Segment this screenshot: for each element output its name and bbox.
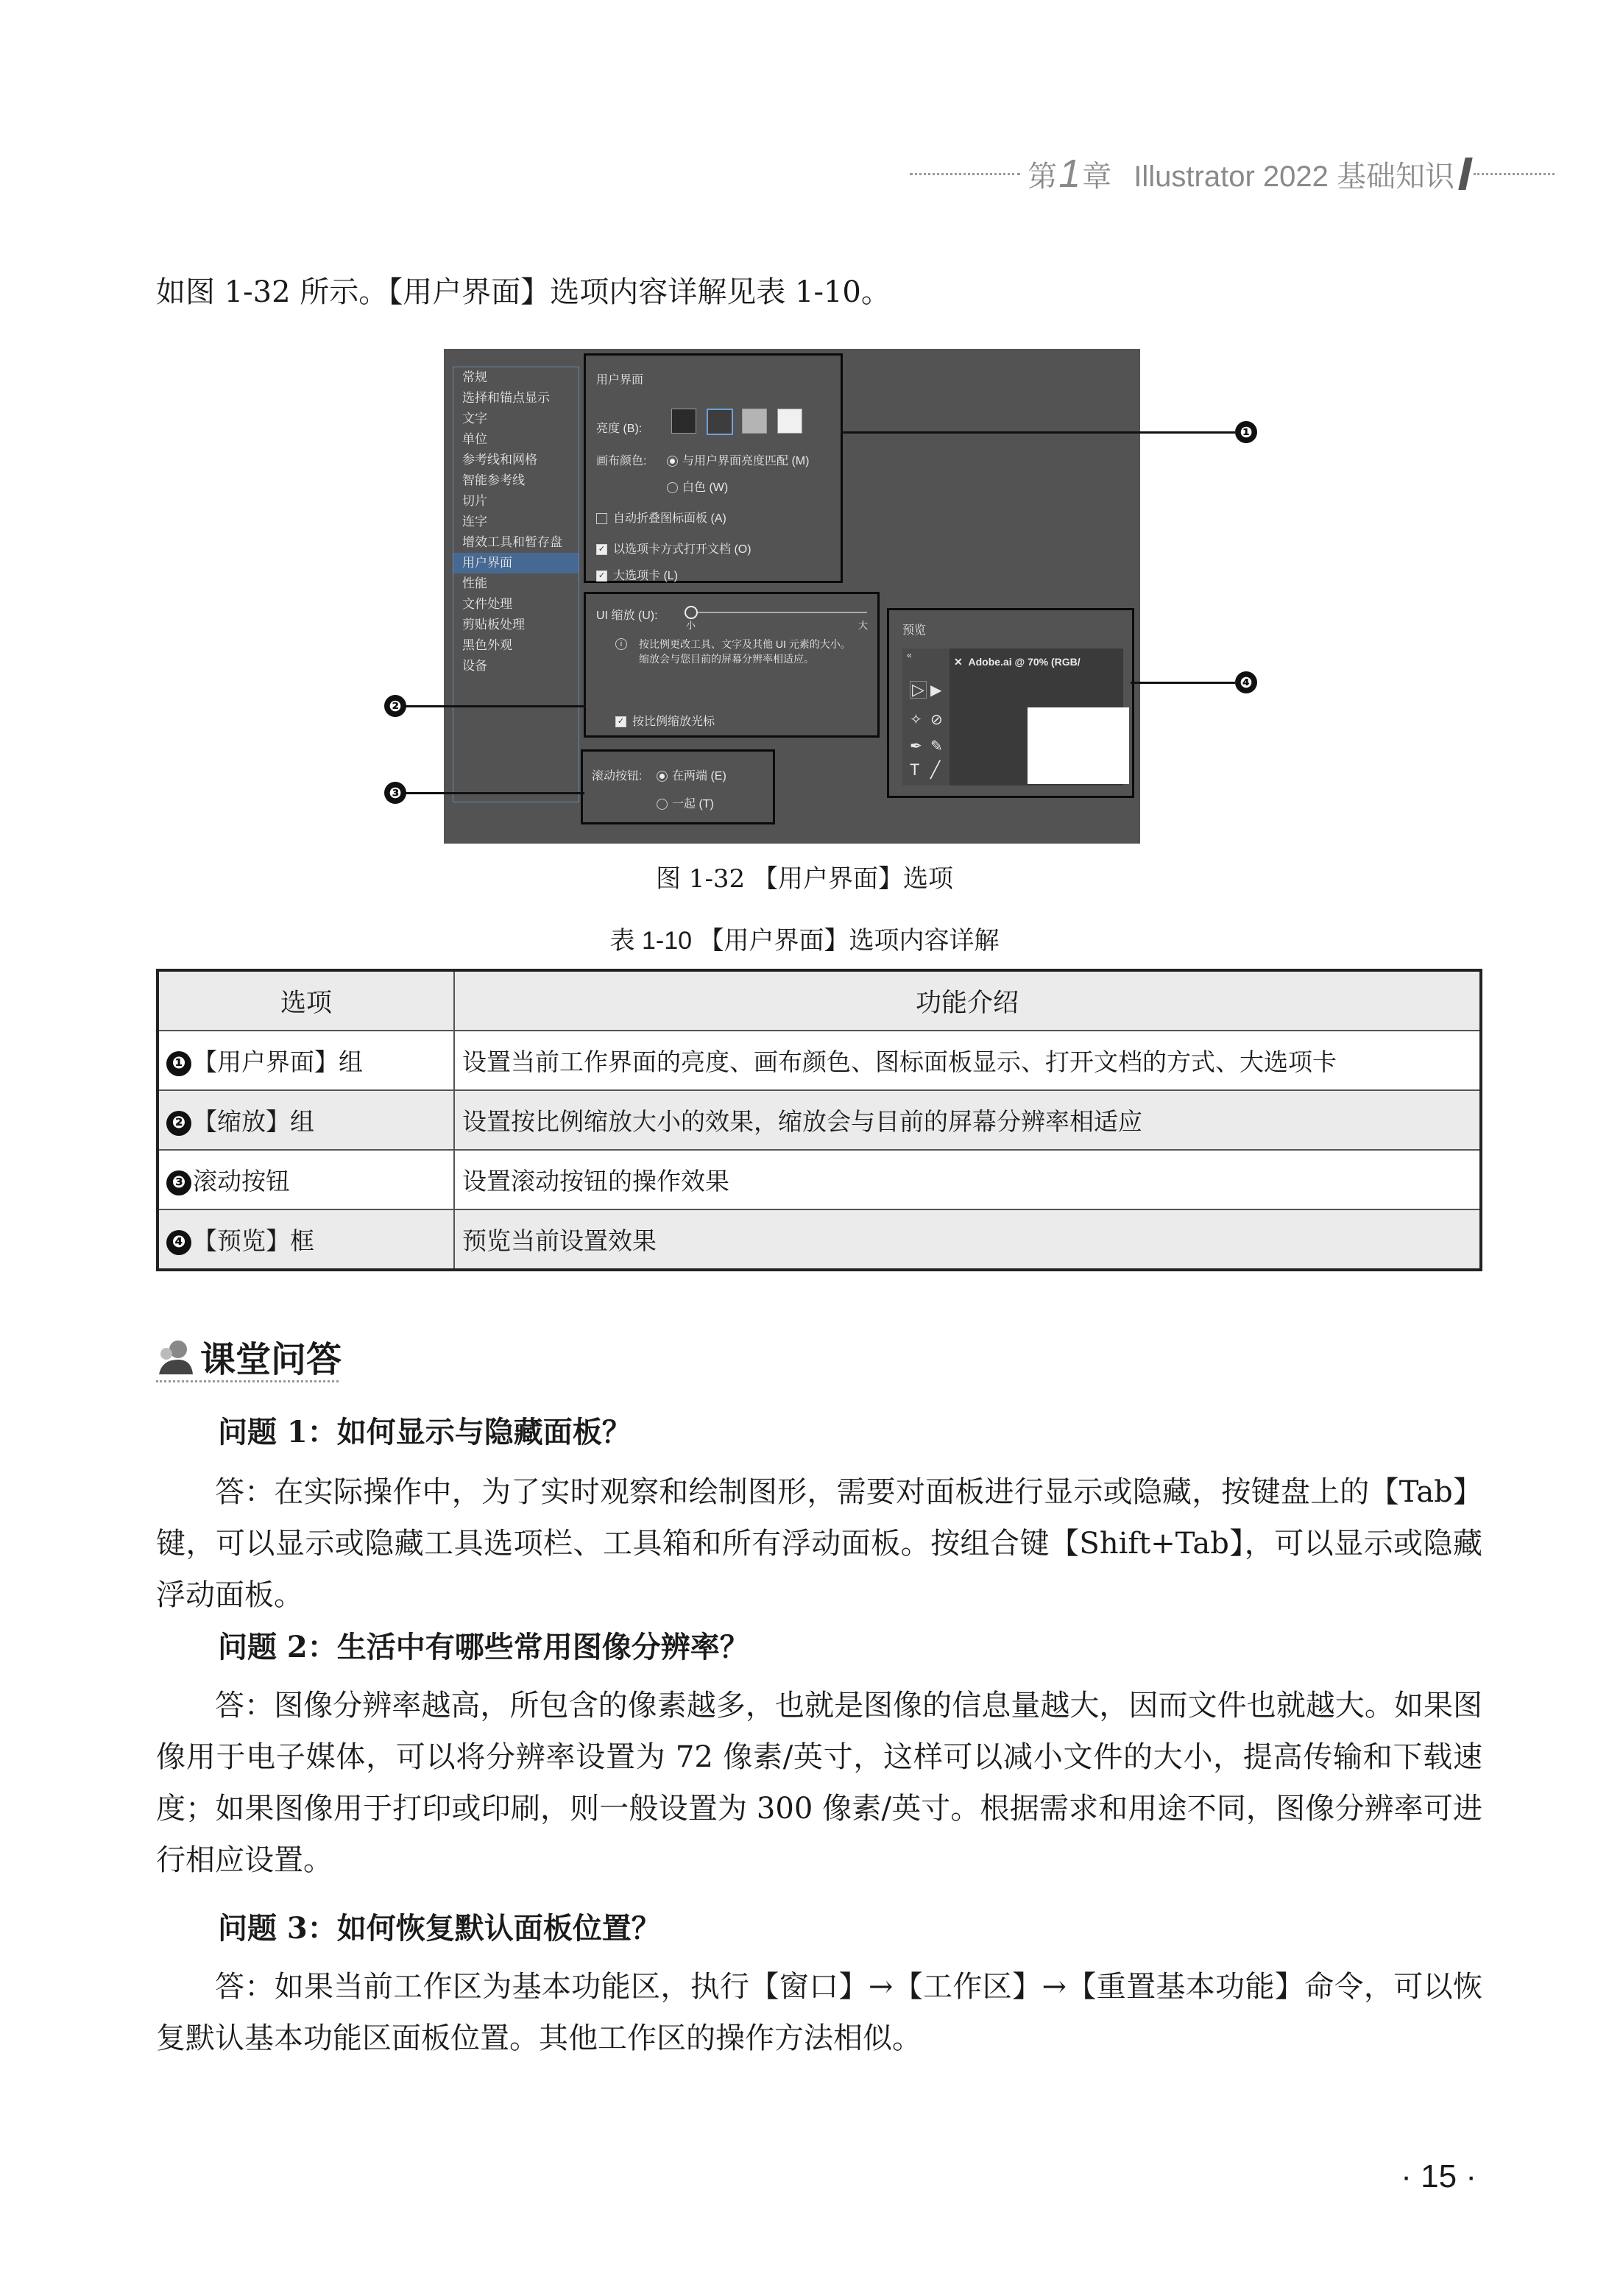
nav-item[interactable]: 选择和锚点显示	[462, 391, 550, 405]
canvas-option-match-label: 与用户界面亮度匹配 (M)	[682, 455, 810, 467]
table-header: 选项	[158, 970, 454, 1031]
table-cell-option	[158, 1209, 454, 1270]
canvas-option-match[interactable]	[667, 451, 809, 468]
nav-item[interactable]: 文字	[462, 411, 487, 425]
table-caption: 表 1-10 【用户界面】选项内容详解	[609, 927, 1000, 955]
nav-item[interactable]: 单位	[462, 432, 487, 446]
option-label: 【缩放】组	[193, 1107, 314, 1136]
canvas-option-white[interactable]	[667, 478, 728, 495]
checkbox-icon	[596, 513, 607, 524]
brightness-swatch-medium-dark[interactable]	[707, 409, 733, 435]
table-cell-option	[158, 1031, 454, 1090]
brightness-swatch-medium-light[interactable]	[742, 409, 767, 434]
option-label: 【用户界面】组	[193, 1048, 363, 1076]
scroll-buttons-box	[581, 749, 775, 824]
line-tool-icon[interactable]: ╱	[930, 760, 941, 779]
book-title: Illustrator 2022 基础知识	[1134, 160, 1454, 193]
nav-item[interactable]: 切片	[462, 494, 487, 508]
check-autocollapse[interactable]	[596, 509, 726, 526]
table-cell-option	[158, 1090, 454, 1150]
number-badge: ❷	[166, 1111, 191, 1136]
radio-icon	[667, 482, 678, 493]
scale-large-label: 大	[858, 620, 869, 631]
ui-group-box	[584, 353, 843, 583]
question-1: 问题 1：如何显示与隐藏面板？	[218, 1415, 632, 1449]
scale-small-label: 小	[686, 620, 696, 631]
chapter-suffix: 章	[1082, 160, 1112, 193]
table-cell-desc: 设置当前工作界面的亮度、画布颜色、图标面板显示、打开文档的方式、大选项卡	[454, 1031, 1481, 1090]
magic-wand-icon[interactable]: ✧	[910, 712, 922, 728]
lasso-icon[interactable]: ⊘	[930, 712, 943, 728]
callout-4: ❹	[1235, 671, 1257, 693]
collapse-icon[interactable]: «	[907, 650, 912, 660]
scroll-option-together[interactable]	[657, 794, 714, 811]
checkmark-icon: ✓	[596, 571, 607, 582]
info-icon: i	[615, 638, 627, 650]
chapter-prefix: 第	[1028, 160, 1058, 193]
canvas-option-white-label: 白色 (W)	[682, 481, 729, 494]
preview-box	[887, 608, 1134, 798]
nav-item[interactable]: 增效工具和暂存盘	[462, 535, 562, 549]
type-tool-icon[interactable]: T	[910, 760, 920, 779]
qa-title-text: 课堂问答	[200, 1340, 342, 1380]
nav-item[interactable]: 剪贴板处理	[462, 618, 525, 632]
header-bar	[1458, 158, 1472, 190]
ui-scale-slider[interactable]	[687, 612, 867, 613]
person-icon	[156, 1338, 194, 1376]
table-cell-desc: 设置按比例缩放大小的效果，缩放会与目前的屏幕分辨率相适应	[454, 1090, 1481, 1150]
artboard	[1028, 707, 1129, 784]
tool-panel	[902, 649, 950, 785]
pen-tool-icon[interactable]: ✒	[910, 738, 922, 755]
table-header: 功能介绍	[454, 970, 1481, 1031]
scroll-option-ends-label: 在两端 (E)	[672, 770, 726, 783]
nav-item[interactable]: 参考线和网格	[462, 453, 537, 467]
check-open-as-tabs[interactable]	[596, 540, 752, 557]
check-scale-cursor-label: 按比例缩放光标	[632, 716, 715, 728]
answer-2: 答：图像分辨率越高，所包含的像素越多，也就是图像的信息量越大，因而文件也就越大。如果图像用于电子媒体，可以将分辨率设置为 72 像素/英寸，这样可以减小文件的大小，提高传输和下载速度；如果图像用于打印或印刷，则一般设置为 300 像素/英寸。根据需求和用途不同，图像分辨率可进行相应设置。	[156, 1689, 1482, 1877]
scroll-option-ends[interactable]	[657, 766, 726, 783]
option-label: 【预览】框	[193, 1226, 314, 1255]
nav-item[interactable]: 智能参考线	[462, 473, 525, 487]
doc-tab[interactable]: ✕ Adobe.ai @ 70% (RGB/	[954, 656, 1081, 668]
check-scale-cursor[interactable]	[615, 712, 715, 729]
chapter-number: 1	[1058, 152, 1081, 196]
brightness-swatch-light[interactable]	[777, 409, 802, 434]
table-row	[158, 1209, 1481, 1270]
options-table	[156, 969, 1482, 1271]
scroll-label: 滚动按钮:	[592, 770, 643, 783]
canvas-color-label: 画布颜色:	[596, 455, 647, 467]
radio-icon	[657, 799, 668, 810]
callout-2: ❷	[384, 695, 406, 717]
table-cell-option	[158, 1150, 454, 1209]
radio-icon	[657, 771, 668, 782]
qa-underline	[156, 1380, 339, 1382]
number-badge: ❶	[166, 1051, 191, 1076]
table-row	[158, 1031, 1481, 1090]
qa-section-title	[156, 1331, 342, 1382]
nav-item[interactable]: 文件处理	[462, 597, 512, 611]
callout-line-2	[405, 705, 586, 707]
selection-tool-icon[interactable]: ▷	[910, 681, 927, 699]
callout-3: ❸	[384, 782, 406, 804]
nav-item[interactable]: 连字	[462, 515, 487, 529]
nav-item[interactable]: 性能	[462, 576, 487, 590]
table-cell-desc: 预览当前设置效果	[454, 1209, 1481, 1270]
callout-line-3	[405, 792, 584, 794]
preview-pane	[902, 649, 1123, 785]
check-open-as-tabs-label: 以选项卡方式打开文档 (O)	[613, 543, 752, 556]
direct-selection-tool-icon[interactable]: ▶	[930, 682, 942, 699]
number-badge: ❹	[166, 1230, 191, 1255]
brightness-swatch-dark[interactable]	[671, 409, 696, 434]
nav-item-selected[interactable]: 用户界面	[453, 553, 579, 573]
scroll-option-together-label: 一起 (T)	[672, 798, 714, 810]
nav-item[interactable]: 黑色外观	[462, 638, 512, 652]
running-header	[910, 151, 1555, 197]
option-label: 滚动按钮	[193, 1167, 290, 1195]
table-row	[158, 1090, 1481, 1150]
answer-1: 答：在实际操作中，为了实时观察和绘制图形，需要对面板进行显示或隐藏，按键盘上的【Tab】键，可以显示或隐藏工具选项栏、工具箱和所有浮动面板。按组合键【Shift+Tab】，可以显示或隐藏浮动面板。	[156, 1475, 1482, 1612]
page-number: · 15 ·	[1401, 2158, 1477, 2194]
table-cell-desc: 设置滚动按钮的操作效果	[454, 1150, 1481, 1209]
figure-caption: 图 1-32 【用户界面】选项	[656, 864, 953, 894]
number-badge: ❸	[166, 1170, 191, 1195]
nav-item[interactable]: 设备	[462, 659, 487, 673]
check-large-tabs[interactable]	[596, 566, 678, 583]
answer-3: 答：如果当前工作区为基本功能区，执行【窗口】→【工作区】→【重置基本功能】命令，可以恢复默认基本功能区面板位置。其他工作区的操作方法相似。	[156, 1970, 1482, 2055]
table-header-row	[158, 970, 1481, 1031]
check-large-tabs-label: 大选项卡 (L)	[613, 570, 679, 582]
scale-info-text: 按比例更改工具、文字及其他 UI 元素的大小。缩放会与您目前的屏幕分辨率相适应。	[639, 638, 851, 665]
ui-screenshot	[444, 349, 1140, 844]
callout-line-4	[1131, 682, 1235, 684]
scale-group-box	[584, 592, 880, 738]
doc-tab-label: Adobe.ai @ 70% (RGB/	[968, 656, 1081, 668]
radio-icon	[667, 456, 678, 467]
table-row	[158, 1150, 1481, 1209]
preferences-nav	[453, 367, 579, 802]
question-3: 问题 3：如何恢复默认面板位置？	[218, 1911, 661, 1946]
curvature-tool-icon[interactable]: ✎	[930, 738, 943, 755]
preview-label: 预览	[902, 624, 927, 637]
checkmark-icon: ✓	[596, 544, 607, 555]
check-autocollapse-label: 自动折叠图标面板 (A)	[613, 512, 726, 525]
callout-1: ❶	[1235, 421, 1257, 443]
ui-scale-label: UI 缩放 (U):	[596, 610, 658, 622]
checkmark-icon: ✓	[615, 716, 626, 727]
group-title: 用户界面	[596, 374, 644, 386]
callout-line-1	[841, 431, 1235, 434]
intro-text: 如图 1-32 所示。【用户界面】选项内容详解见表 1-10。	[156, 275, 891, 309]
question-2: 问题 2：生活中有哪些常用图像分辨率？	[218, 1630, 749, 1664]
nav-item[interactable]: 常规	[462, 370, 487, 384]
brightness-label: 亮度 (B):	[596, 423, 643, 435]
